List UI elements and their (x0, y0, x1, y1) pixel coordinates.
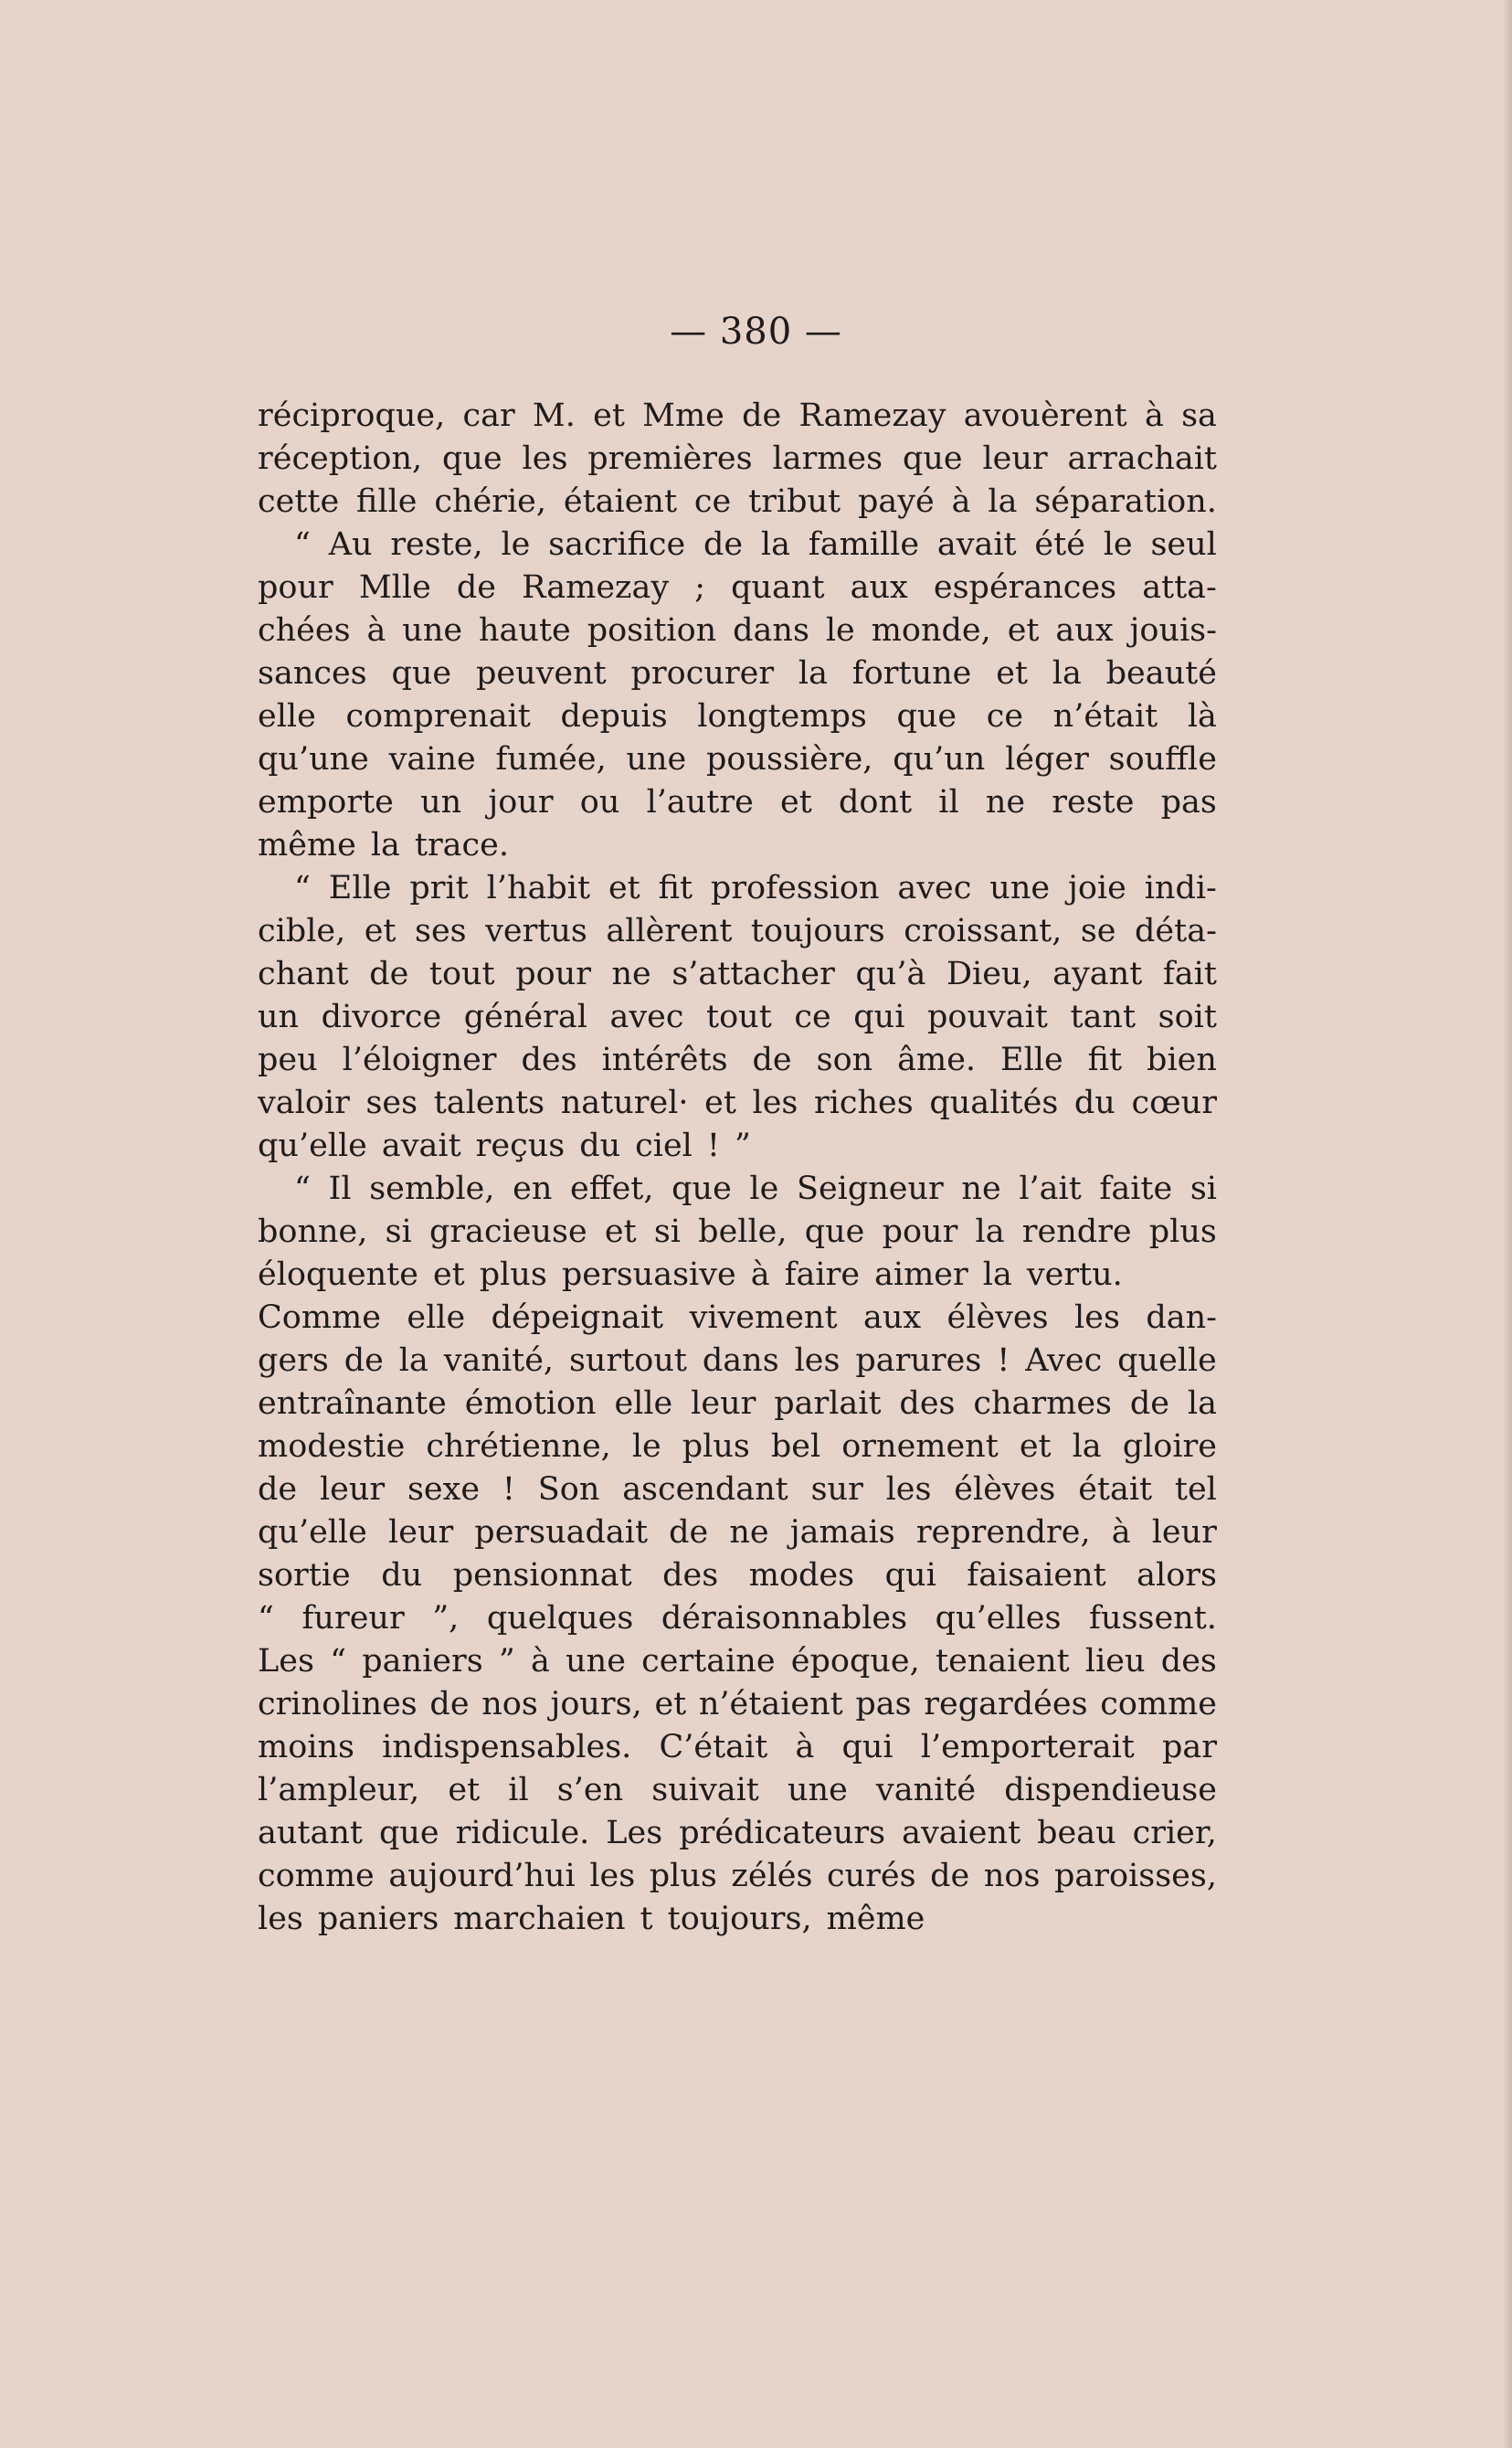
text-line: même la trace. (258, 827, 509, 864)
text-line: modestie chrétienne, le plus bel ornement et la gloire (258, 1428, 1217, 1465)
text-line: “ Il semble, en effet, que le Seigneur ne l’ait faite si (294, 1171, 1217, 1207)
text-line: autant que ridicule. Les prédicateurs avaient beau crier, (258, 1815, 1217, 1851)
text-line: entraînante émotion elle leur parlait des charmes de la (258, 1385, 1217, 1422)
text-line: comme aujourd’hui les plus zélés curés de nos paroisses, (258, 1858, 1217, 1894)
body-text (258, 395, 1217, 1941)
text-line: sances que peuvent procurer la fortune et la beauté (258, 655, 1217, 692)
text-line: qu’elle avait reçus du ciel ! ” (258, 1128, 751, 1164)
page-number: — 380 — (670, 311, 842, 353)
text-line: qu’une vaine fumée, une poussière, qu’un léger souffle (258, 741, 1217, 778)
text-line: pour Mlle de Ramezay ; quant aux espérances atta- (258, 569, 1217, 606)
text-line: “ fureur ”, quelques déraisonnables qu’elles fussent. (258, 1600, 1217, 1637)
text-line: réception, que les premières larmes que leur arrachait (258, 440, 1217, 477)
text-line: de leur sexe ! Son ascendant sur les élèves était tel (258, 1471, 1217, 1508)
text-line: qu’elle leur persuadait de ne jamais reprendre, à leur (258, 1514, 1217, 1551)
text-line: chant de tout pour ne s’attacher qu’à Dieu, ayant fait (258, 956, 1217, 992)
text-line: “ Au reste, le sacrifice de la famille avait été le seul (294, 526, 1217, 563)
text-line: les paniers marchaien t toujours, même (258, 1901, 925, 1937)
text-line: chées à une haute position dans le monde, et aux jouis- (258, 612, 1217, 649)
text-line: valoir ses talents naturel· et les riches qualités du cœur (258, 1085, 1217, 1121)
text-line: sortie du pensionnat des modes qui faisaient alors (258, 1557, 1217, 1594)
text-line: bonne, si gracieuse et si belle, que pour la rendre plus (258, 1213, 1217, 1250)
text-line: emporte un jour ou l’autre et dont il ne reste pas (258, 784, 1217, 821)
text-line: peu l’éloigner des intérêts de son âme. Elle fit bien (258, 1042, 1217, 1078)
text-line: “ Elle prit l’habit et fit profession avec une joie indi- (294, 870, 1217, 906)
text-line: elle comprenait depuis longtemps que ce n’était là (258, 698, 1217, 735)
text-line: cible, et ses vertus allèrent toujours croissant, se déta- (258, 913, 1217, 949)
text-line: réciproque, car M. et Mme de Ramezay avouèrent à sa (258, 397, 1217, 434)
text-line: Les “ paniers ” à une certaine époque, tenaient lieu des (258, 1643, 1217, 1680)
text-line: éloquente et plus persuasive à faire aimer la vertu. (258, 1256, 1123, 1293)
text-line: moins indispensables. C’était à qui l’emporterait par (258, 1729, 1217, 1765)
text-line: un divorce général avec tout ce qui pouvait tant soit (258, 999, 1217, 1035)
text-line: l’ampleur, et il s’en suivait une vanité dispendieuse (258, 1772, 1217, 1808)
text-line: Comme elle dépeignait vivement aux élèves les dan- (258, 1299, 1217, 1336)
text-line: cette fille chérie, étaient ce tribut payé à la séparation. (258, 483, 1217, 520)
page-edge (1503, 0, 1512, 2448)
text-line: gers de la vanité, surtout dans les parures ! Avec quelle (258, 1342, 1217, 1379)
text-line: crinolines de nos jours, et n’étaient pas regardées comme (258, 1686, 1217, 1722)
